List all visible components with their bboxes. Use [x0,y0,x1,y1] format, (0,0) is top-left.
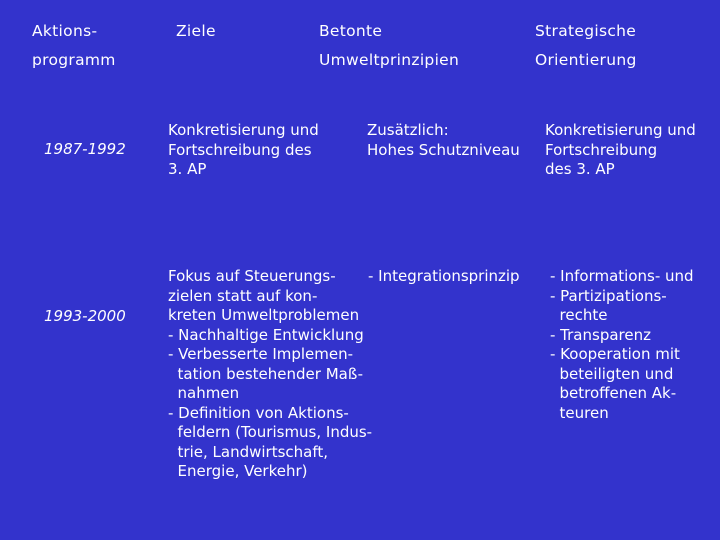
prinzipien-1987-1992: Zusätzlich: Hohes Schutzniveau [367,121,520,159]
header-strategische-orientierung: Strategische Orientierung [535,22,637,69]
ziele-1993-2000: Fokus auf Steuerungs- zielen statt auf kon- kreten Umweltproblemen - Nachhaltige Entwicklung - Verbesserte Implemen- tation bestehender Maß- nahmen - Definition von Aktions- feldern (Tourismus, Indus- trie, Landwirtschaft, Energie, Verkehr) [168,267,373,480]
header-umweltprinzipien: Betonte Umweltprinzipien [319,22,460,69]
orientierung-1987-1992: Konkretisierung und Fortschreibung des 3. AP [545,121,696,178]
header-aktionsprogramm: Aktions- programm [32,22,116,69]
header-ziele: Ziele [176,22,216,40]
ziele-1987-1992: Konkretisierung und Fortschreibung des 3. AP [168,121,319,178]
orientierung-1993-2000: - Informations- und - Partizipations- rechte - Transparenz - Kooperation mit beteiligten und betroffenen Ak- teuren [550,267,694,422]
prinzipien-1993-2000: - Integrationsprinzip [368,267,520,285]
period-1993-2000: 1993-2000 [44,307,126,325]
period-1987-1992: 1987-1992 [44,140,126,158]
